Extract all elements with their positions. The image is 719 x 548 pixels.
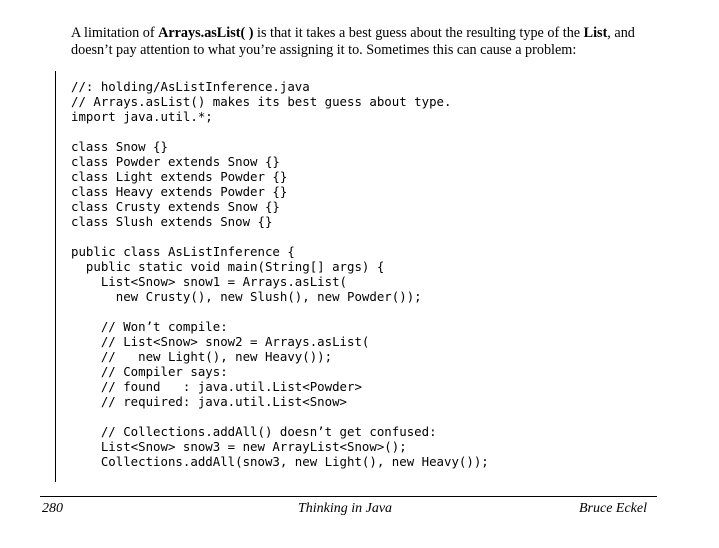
- code-line: import java.util.*;: [71, 109, 213, 124]
- code-line: // Arrays.asList() makes its best guess about type.: [71, 94, 452, 109]
- code-line: //: holding/AsListInference.java: [71, 79, 310, 94]
- code-line: public static void main(String[] args) {: [71, 259, 385, 274]
- code-line: new Crusty(), new Slush(), new Powder());: [71, 289, 422, 304]
- intro-text-3: , and doesn’t pay attention to what you’re assigning it to. Sometimes this can cause a problem:: [71, 25, 635, 59]
- intro-bold-method: Arrays.asList( ): [158, 25, 254, 42]
- page-number: 280: [42, 501, 63, 516]
- code-line: // Won’t compile:: [71, 319, 228, 334]
- code-line: class Heavy extends Powder {}: [71, 184, 288, 199]
- code-line: class Crusty extends Snow {}: [71, 199, 280, 214]
- code-line: // Compiler says:: [71, 364, 228, 379]
- code-line: [71, 409, 671, 424]
- code-line: // Collections.addAll() doesn’t get confused:: [71, 424, 437, 439]
- code-line: class Snow {}: [71, 139, 168, 154]
- code-line: class Light extends Powder {}: [71, 169, 288, 184]
- code-line: // required: java.util.List<Snow>: [71, 394, 348, 409]
- author-name: Bruce Eckel: [578, 501, 647, 516]
- code-line: [71, 124, 671, 139]
- code-line: // found : java.util.List<Powder>: [71, 379, 362, 394]
- code-line: class Slush extends Snow {}: [71, 214, 273, 229]
- code-line: [71, 229, 671, 244]
- code-line: // List<Snow> snow2 = Arrays.asList(: [71, 334, 370, 349]
- intro-text-1: A limitation of: [71, 25, 159, 42]
- intro-text-2: is that it takes a best guess about the resulting type of the: [253, 25, 584, 42]
- code-margin-bar: [55, 71, 56, 482]
- code-line: // new Light(), new Heavy());: [71, 349, 333, 364]
- intro-bold-type: List: [583, 25, 608, 42]
- book-title: Thinking in Java: [297, 501, 393, 516]
- code-line: public class AsListInference {: [71, 244, 295, 259]
- footer-rule: [40, 496, 657, 497]
- code-line: Collections.addAll(snow3, new Light(), new Heavy());: [71, 454, 489, 469]
- code-line: List<Snow> snow1 = Arrays.asList(: [71, 274, 348, 289]
- code-line: [71, 304, 671, 319]
- code-line: class Powder extends Snow {}: [71, 154, 280, 169]
- intro-paragraph: [71, 25, 651, 59]
- code-listing: [71, 79, 671, 469]
- code-line: List<Snow> snow3 = new ArrayList<Snow>();: [71, 439, 407, 454]
